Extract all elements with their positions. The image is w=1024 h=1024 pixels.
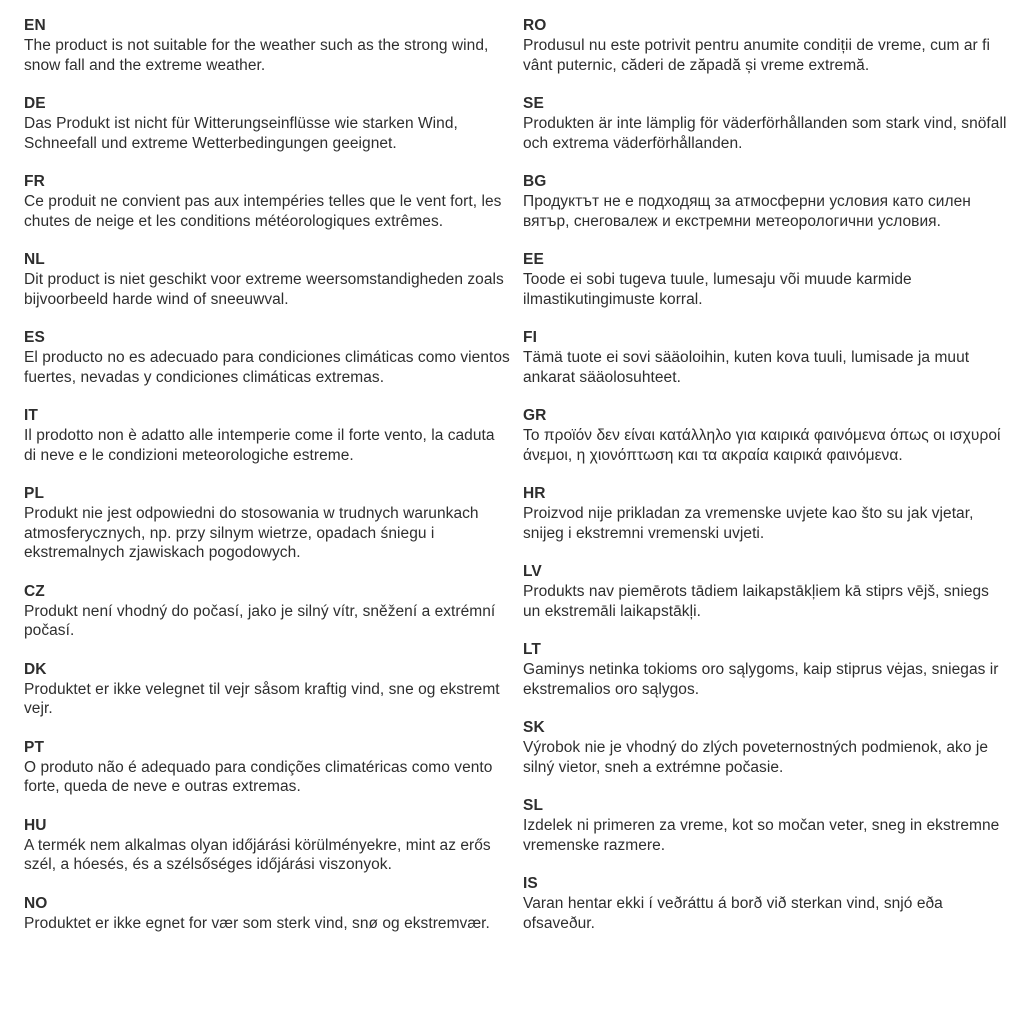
lang-section-fr — [24, 172, 511, 231]
language-text: Продуктът не е подходящ за атмосферни условия като силен вятър, снеговалеж и екстремни метеорологични условия. — [523, 193, 971, 230]
language-code: CZ — [24, 582, 45, 600]
lang-section-cz — [24, 582, 511, 641]
lang-section-gr — [523, 406, 1010, 465]
language-code: PT — [24, 738, 45, 756]
lang-section-ro — [523, 16, 1010, 75]
lang-section-en — [24, 16, 511, 75]
language-text: Produkten är inte lämplig för väderförhållanden som stark vind, snöfall och extrema väderförhållanden. — [523, 115, 1007, 152]
language-code: BG — [523, 173, 547, 190]
lang-section-lv — [523, 562, 1010, 621]
lang-section-sl — [523, 796, 1010, 855]
language-code: RO — [523, 17, 547, 34]
language-code: NO — [24, 894, 48, 912]
language-code: DK — [24, 660, 47, 678]
language-code: EE — [523, 251, 544, 268]
language-text: Produktet er ikke egnet for vær som sterk vind, snø og ekstremvær. — [24, 914, 490, 932]
lang-section-bg — [523, 172, 1010, 231]
lang-section-fi — [523, 328, 1010, 387]
language-text: The product is not suitable for the weather such as the strong wind, snow fall and the extreme weather. — [24, 37, 489, 74]
language-text: Produktet er ikke velegnet til vejr såsom kraftig vind, sne og ekstremt vejr. — [24, 680, 500, 717]
language-text: Il prodotto non è adatto alle intemperie come il forte vento, la caduta di neve e le condizioni meteorologiche estreme. — [24, 427, 495, 464]
lang-section-lt — [523, 640, 1010, 699]
language-code: HR — [523, 485, 546, 502]
language-code: DE — [24, 95, 46, 112]
lang-section-no — [24, 894, 511, 934]
lang-section-es — [24, 328, 511, 387]
lang-section-de — [24, 94, 511, 153]
language-text: Produkts nav piemērots tādiem laikapstākļiem kā stiprs vējš, sniegs un ekstremāli laikapstākļi. — [523, 583, 989, 620]
language-code: LV — [523, 563, 542, 580]
language-code: IS — [523, 875, 538, 892]
language-code: FI — [523, 329, 537, 346]
lang-section-sk — [523, 718, 1010, 777]
language-code: SL — [523, 797, 544, 814]
language-text: Das Produkt ist nicht für Witterungseinflüsse wie starken Wind, Schneefall und extreme Wetterbedingungen geeignet. — [24, 115, 458, 152]
lang-section-hr — [523, 484, 1010, 543]
language-text: El producto no es adecuado para condiciones climáticas como vientos fuertes, nevadas y condiciones climáticas extremas. — [24, 349, 510, 386]
language-text: Výrobok nie je vhodný do zlých poveternostných podmienok, ako je silný vietor, sneh a extrémne počasie. — [523, 739, 989, 776]
language-code: EN — [24, 17, 46, 34]
language-text: Produkt nie jest odpowiedni do stosowania w trudnych warunkach atmosferycznych, np. przy silnym wietrze, opadach śniegu i ekstremalnych zjawiskach pogodowych. — [24, 505, 479, 561]
language-text: Tämä tuote ei sovi sääoloihin, kuten kova tuuli, lumisade ja muut ankarat sääolosuhteet. — [523, 349, 970, 386]
lang-section-pt — [24, 738, 511, 797]
language-code: LT — [523, 641, 541, 658]
language-code: PL — [24, 485, 45, 502]
left-column — [24, 16, 511, 1024]
right-column — [523, 16, 1010, 1024]
language-code: ES — [24, 329, 45, 346]
language-code: SE — [523, 95, 544, 112]
lang-section-hu — [24, 816, 511, 875]
language-text: Dit product is niet geschikt voor extreme weersomstandigheden zoals bijvoorbeeld harde wind of sneeuwval. — [24, 271, 504, 308]
language-text: Ce produit ne convient pas aux intempéries telles que le vent fort, les chutes de neige et les conditions météorologiques extrêmes. — [24, 193, 502, 230]
language-code: GR — [523, 407, 547, 424]
language-text: Izdelek ni primeren za vreme, kot so močan veter, sneg in ekstremne vremenske razmere. — [523, 817, 1000, 854]
language-text: O produto não é adequado para condições climatéricas como vento forte, queda de neve e outras extremas. — [24, 758, 493, 795]
lang-section-pl — [24, 484, 511, 563]
lang-section-is — [523, 874, 1010, 933]
lang-section-it — [24, 406, 511, 465]
language-code: HU — [24, 816, 47, 834]
language-text: Proizvod nije prikladan za vremenske uvjete kao što su jak vjetar, snijeg i ekstremni vremenski uvjeti. — [523, 505, 974, 542]
language-text: Produkt není vhodný do počasí, jako je silný vítr, sněžení a extrémní počasí. — [24, 602, 496, 639]
lang-section-se — [523, 94, 1010, 153]
language-text: Varan hentar ekki í veðráttu á borð við sterkan vind, snjó eða ofsaveður. — [523, 895, 943, 932]
language-code: FR — [24, 173, 45, 190]
language-code: IT — [24, 407, 38, 424]
language-code: NL — [24, 251, 45, 268]
lang-section-ee — [523, 250, 1010, 309]
language-text: Gaminys netinka tokioms oro sąlygoms, kaip stiprus vėjas, sniegas ir ekstremalios oro sąlygos. — [523, 661, 999, 698]
language-text: Toode ei sobi tugeva tuule, lumesaju või muude karmide ilmastikutingimuste korral. — [523, 271, 912, 308]
language-code: SK — [523, 719, 545, 736]
language-text: A termék nem alkalmas olyan időjárási körülményekre, mint az erős szél, a hóesés, és a szélsőséges időjárási viszonyok. — [24, 836, 491, 873]
lang-section-dk — [24, 660, 511, 719]
language-text: Produsul nu este potrivit pentru anumite condiții de vreme, cum ar fi vânt puternic, căderi de zăpadă și vreme extremă. — [523, 37, 990, 74]
language-text: Το προϊόν δεν είναι κατάλληλο για καιρικά φαινόμενα όπως οι ισχυροί άνεμοι, η χιονόπτωση και τα ακραία καιρικά φαινόμενα. — [523, 427, 1001, 464]
lang-section-nl — [24, 250, 511, 309]
